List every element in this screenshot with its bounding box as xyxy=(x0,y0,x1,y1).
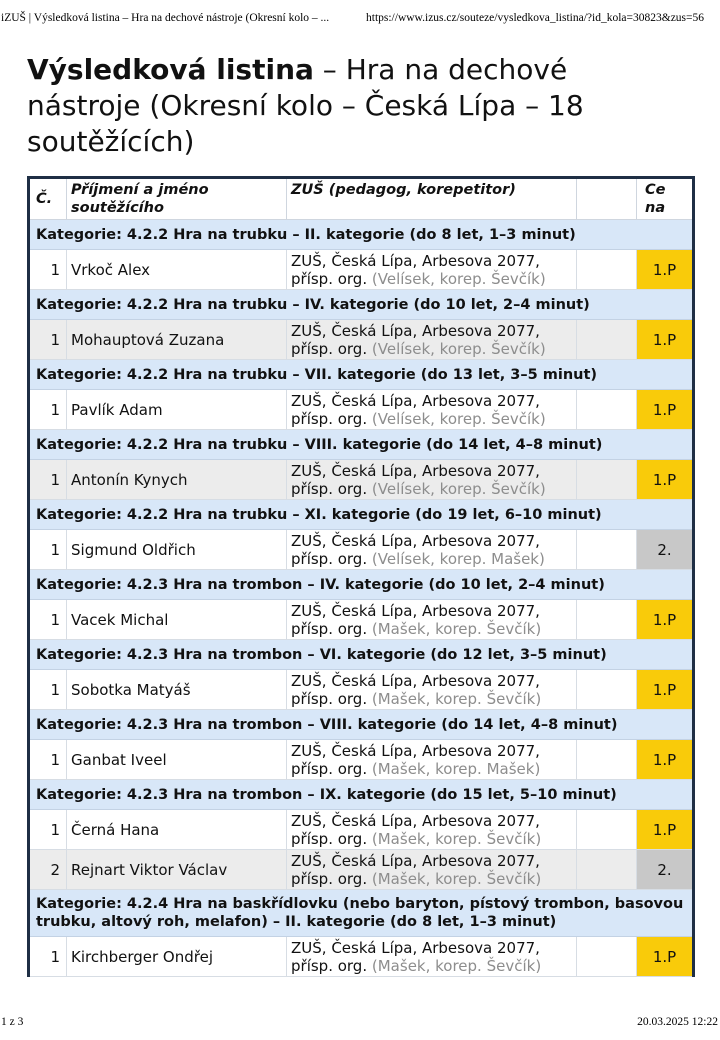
teacher-names: (Mašek, korep. Ševčík) xyxy=(371,870,542,888)
extra-cell xyxy=(577,320,637,360)
print-header-title: iZUŠ | Výsledková listina – Hra na dechové nástroje (Okresní kolo – ... xyxy=(1,12,330,24)
page-title xyxy=(27,52,687,160)
prize-badge: 1.P xyxy=(637,670,694,710)
table-row xyxy=(29,320,694,360)
school-name: ZUŠ, Česká Lípa, Arbesova 2077, přísp. org. xyxy=(291,742,540,778)
contestant-name: Vrkoč Alex xyxy=(67,250,287,290)
results-table xyxy=(27,176,695,977)
teacher-names: (Mašek, korep. Ševčík) xyxy=(371,620,542,638)
contestant-name: Černá Hana xyxy=(67,810,287,850)
extra-cell xyxy=(577,670,637,710)
row-number: 1 xyxy=(29,600,67,640)
table-row xyxy=(29,670,694,710)
teacher-names: (Mašek, korep. Ševčík) xyxy=(371,830,542,848)
table-row xyxy=(29,250,694,290)
extra-cell xyxy=(577,460,637,500)
school-cell xyxy=(287,320,577,360)
extra-cell xyxy=(577,937,637,977)
header-extra xyxy=(577,178,637,220)
header-number: Č. xyxy=(29,178,67,220)
results-body xyxy=(29,220,694,977)
category-row xyxy=(29,220,694,250)
contestant-name: Sigmund Oldřich xyxy=(67,530,287,570)
prize-badge: 1.P xyxy=(637,250,694,290)
header-zus: ZUŠ (pedagog, korepetitor) xyxy=(287,178,577,220)
teacher-names: (Velísek, korep. Ševčík) xyxy=(371,480,546,498)
category-label: Kategorie: 4.2.3 Hra na trombon – IX. kategorie (do 15 let, 5–10 minut) xyxy=(29,780,694,810)
prize-badge: 1.P xyxy=(637,600,694,640)
prize-badge: 1.P xyxy=(637,810,694,850)
table-row xyxy=(29,530,694,570)
category-row xyxy=(29,570,694,600)
row-number: 1 xyxy=(29,937,67,977)
teacher-names: (Velísek, korep. Ševčík) xyxy=(371,410,546,428)
table-row xyxy=(29,937,694,977)
row-number: 1 xyxy=(29,670,67,710)
teacher-names: (Mašek, korep. Ševčík) xyxy=(371,690,542,708)
row-number: 1 xyxy=(29,320,67,360)
contestant-name: Ganbat Iveel xyxy=(67,740,287,780)
school-name: ZUŠ, Česká Lípa, Arbesova 2077, přísp. org. xyxy=(291,462,540,498)
category-label: Kategorie: 4.2.2 Hra na trubku – VIII. kategorie (do 14 let, 4–8 minut) xyxy=(29,430,694,460)
category-label: Kategorie: 4.2.2 Hra na trubku – VII. kategorie (do 13 let, 3–5 minut) xyxy=(29,360,694,390)
row-number: 1 xyxy=(29,740,67,780)
contestant-name: Antonín Kynych xyxy=(67,460,287,500)
prize-badge: 2. xyxy=(637,530,694,570)
school-name: ZUŠ, Česká Lípa, Arbesova 2077, přísp. org. xyxy=(291,672,540,708)
teacher-names: (Velísek, korep. Mašek) xyxy=(371,550,545,568)
school-cell xyxy=(287,600,577,640)
teacher-names: (Velísek, korep. Ševčík) xyxy=(371,270,546,288)
category-label: Kategorie: 4.2.3 Hra na trombon – IV. kategorie (do 10 let, 2–4 minut) xyxy=(29,570,694,600)
category-label: Kategorie: 4.2.2 Hra na trubku – IV. kategorie (do 10 let, 2–4 minut) xyxy=(29,290,694,320)
category-row xyxy=(29,430,694,460)
contestant-name: Rejnart Viktor Václav xyxy=(67,850,287,890)
contestant-name: Pavlík Adam xyxy=(67,390,287,430)
row-number: 1 xyxy=(29,530,67,570)
table-row xyxy=(29,740,694,780)
print-footer xyxy=(0,1014,720,1034)
table-row xyxy=(29,850,694,890)
table-row xyxy=(29,810,694,850)
extra-cell xyxy=(577,810,637,850)
extra-cell xyxy=(577,390,637,430)
school-name: ZUŠ, Česká Lípa, Arbesova 2077, přísp. org. xyxy=(291,532,540,568)
row-number: 1 xyxy=(29,250,67,290)
school-cell xyxy=(287,460,577,500)
print-datetime: 20.03.2025 12:22 xyxy=(637,1016,718,1028)
category-label: Kategorie: 4.2.2 Hra na trubku – XI. kategorie (do 19 let, 6–10 minut) xyxy=(29,500,694,530)
table-header-row xyxy=(29,178,694,220)
school-cell xyxy=(287,530,577,570)
prize-badge: 1.P xyxy=(637,937,694,977)
prize-badge: 1.P xyxy=(637,460,694,500)
school-name: ZUŠ, Česká Lípa, Arbesova 2077, přísp. org. xyxy=(291,852,540,888)
row-number: 1 xyxy=(29,810,67,850)
category-row xyxy=(29,710,694,740)
extra-cell xyxy=(577,250,637,290)
category-row xyxy=(29,500,694,530)
category-row xyxy=(29,290,694,320)
header-name: Příjmení a jméno soutěžícího xyxy=(67,178,287,220)
school-cell xyxy=(287,670,577,710)
table-row xyxy=(29,460,694,500)
school-name: ZUŠ, Česká Lípa, Arbesova 2077, přísp. org. xyxy=(291,322,540,358)
school-name: ZUŠ, Česká Lípa, Arbesova 2077, přísp. org. xyxy=(291,392,540,428)
extra-cell xyxy=(577,850,637,890)
category-label: Kategorie: 4.2.3 Hra na trombon – VIII. kategorie (do 14 let, 4–8 minut) xyxy=(29,710,694,740)
row-number: 2 xyxy=(29,850,67,890)
print-header-url: https://www.izus.cz/souteze/vysledkova_listina/?id_kola=30823&zus=56 xyxy=(366,12,705,24)
page-title-rest: – Hra na dechové nástroje (Okresní kolo – Česká Lípa – 18 soutěžících) xyxy=(27,53,584,158)
school-cell xyxy=(287,390,577,430)
header-prize: Ce na xyxy=(637,178,694,220)
prize-badge: 1.P xyxy=(637,390,694,430)
page-title-strong: Výsledková listina xyxy=(27,53,314,86)
school-cell xyxy=(287,810,577,850)
table-row xyxy=(29,390,694,430)
teacher-names: (Velísek, korep. Ševčík) xyxy=(371,340,546,358)
teacher-names: (Mašek, korep. Ševčík) xyxy=(371,957,542,975)
school-name: ZUŠ, Česká Lípa, Arbesova 2077, přísp. org. xyxy=(291,939,540,975)
extra-cell xyxy=(577,740,637,780)
category-label: Kategorie: 4.2.3 Hra na trombon – VI. kategorie (do 12 let, 3–5 minut) xyxy=(29,640,694,670)
contestant-name: Kirchberger Ondřej xyxy=(67,937,287,977)
category-row xyxy=(29,360,694,390)
extra-cell xyxy=(577,530,637,570)
school-name: ZUŠ, Česká Lípa, Arbesova 2077, přísp. org. xyxy=(291,602,540,638)
prize-badge: 1.P xyxy=(637,740,694,780)
school-cell xyxy=(287,740,577,780)
contestant-name: Mohauptová Zuzana xyxy=(67,320,287,360)
school-name: ZUŠ, Česká Lípa, Arbesova 2077, přísp. org. xyxy=(291,812,540,848)
category-row xyxy=(29,780,694,810)
category-row xyxy=(29,890,694,937)
prize-badge: 1.P xyxy=(637,320,694,360)
school-cell xyxy=(287,850,577,890)
contestant-name: Vacek Michal xyxy=(67,600,287,640)
contestant-name: Sobotka Matyáš xyxy=(67,670,287,710)
table-row xyxy=(29,600,694,640)
page-counter: 1 z 3 xyxy=(1,1016,24,1028)
print-header xyxy=(0,0,720,24)
teacher-names: (Mašek, korep. Mašek) xyxy=(371,760,541,778)
school-cell xyxy=(287,937,577,977)
row-number: 1 xyxy=(29,460,67,500)
row-number: 1 xyxy=(29,390,67,430)
category-label: Kategorie: 4.2.2 Hra na trubku – II. kategorie (do 8 let, 1–3 minut) xyxy=(29,220,694,250)
prize-badge: 2. xyxy=(637,850,694,890)
extra-cell xyxy=(577,600,637,640)
category-row xyxy=(29,640,694,670)
category-label: Kategorie: 4.2.4 Hra na baskřídlovku (nebo baryton, pístový trombon, basovou trubku, altový roh, melafon) – II. kategorie (do 8 let, 1–3 minut) xyxy=(29,890,694,937)
school-name: ZUŠ, Česká Lípa, Arbesova 2077, přísp. org. xyxy=(291,252,540,288)
school-cell xyxy=(287,250,577,290)
